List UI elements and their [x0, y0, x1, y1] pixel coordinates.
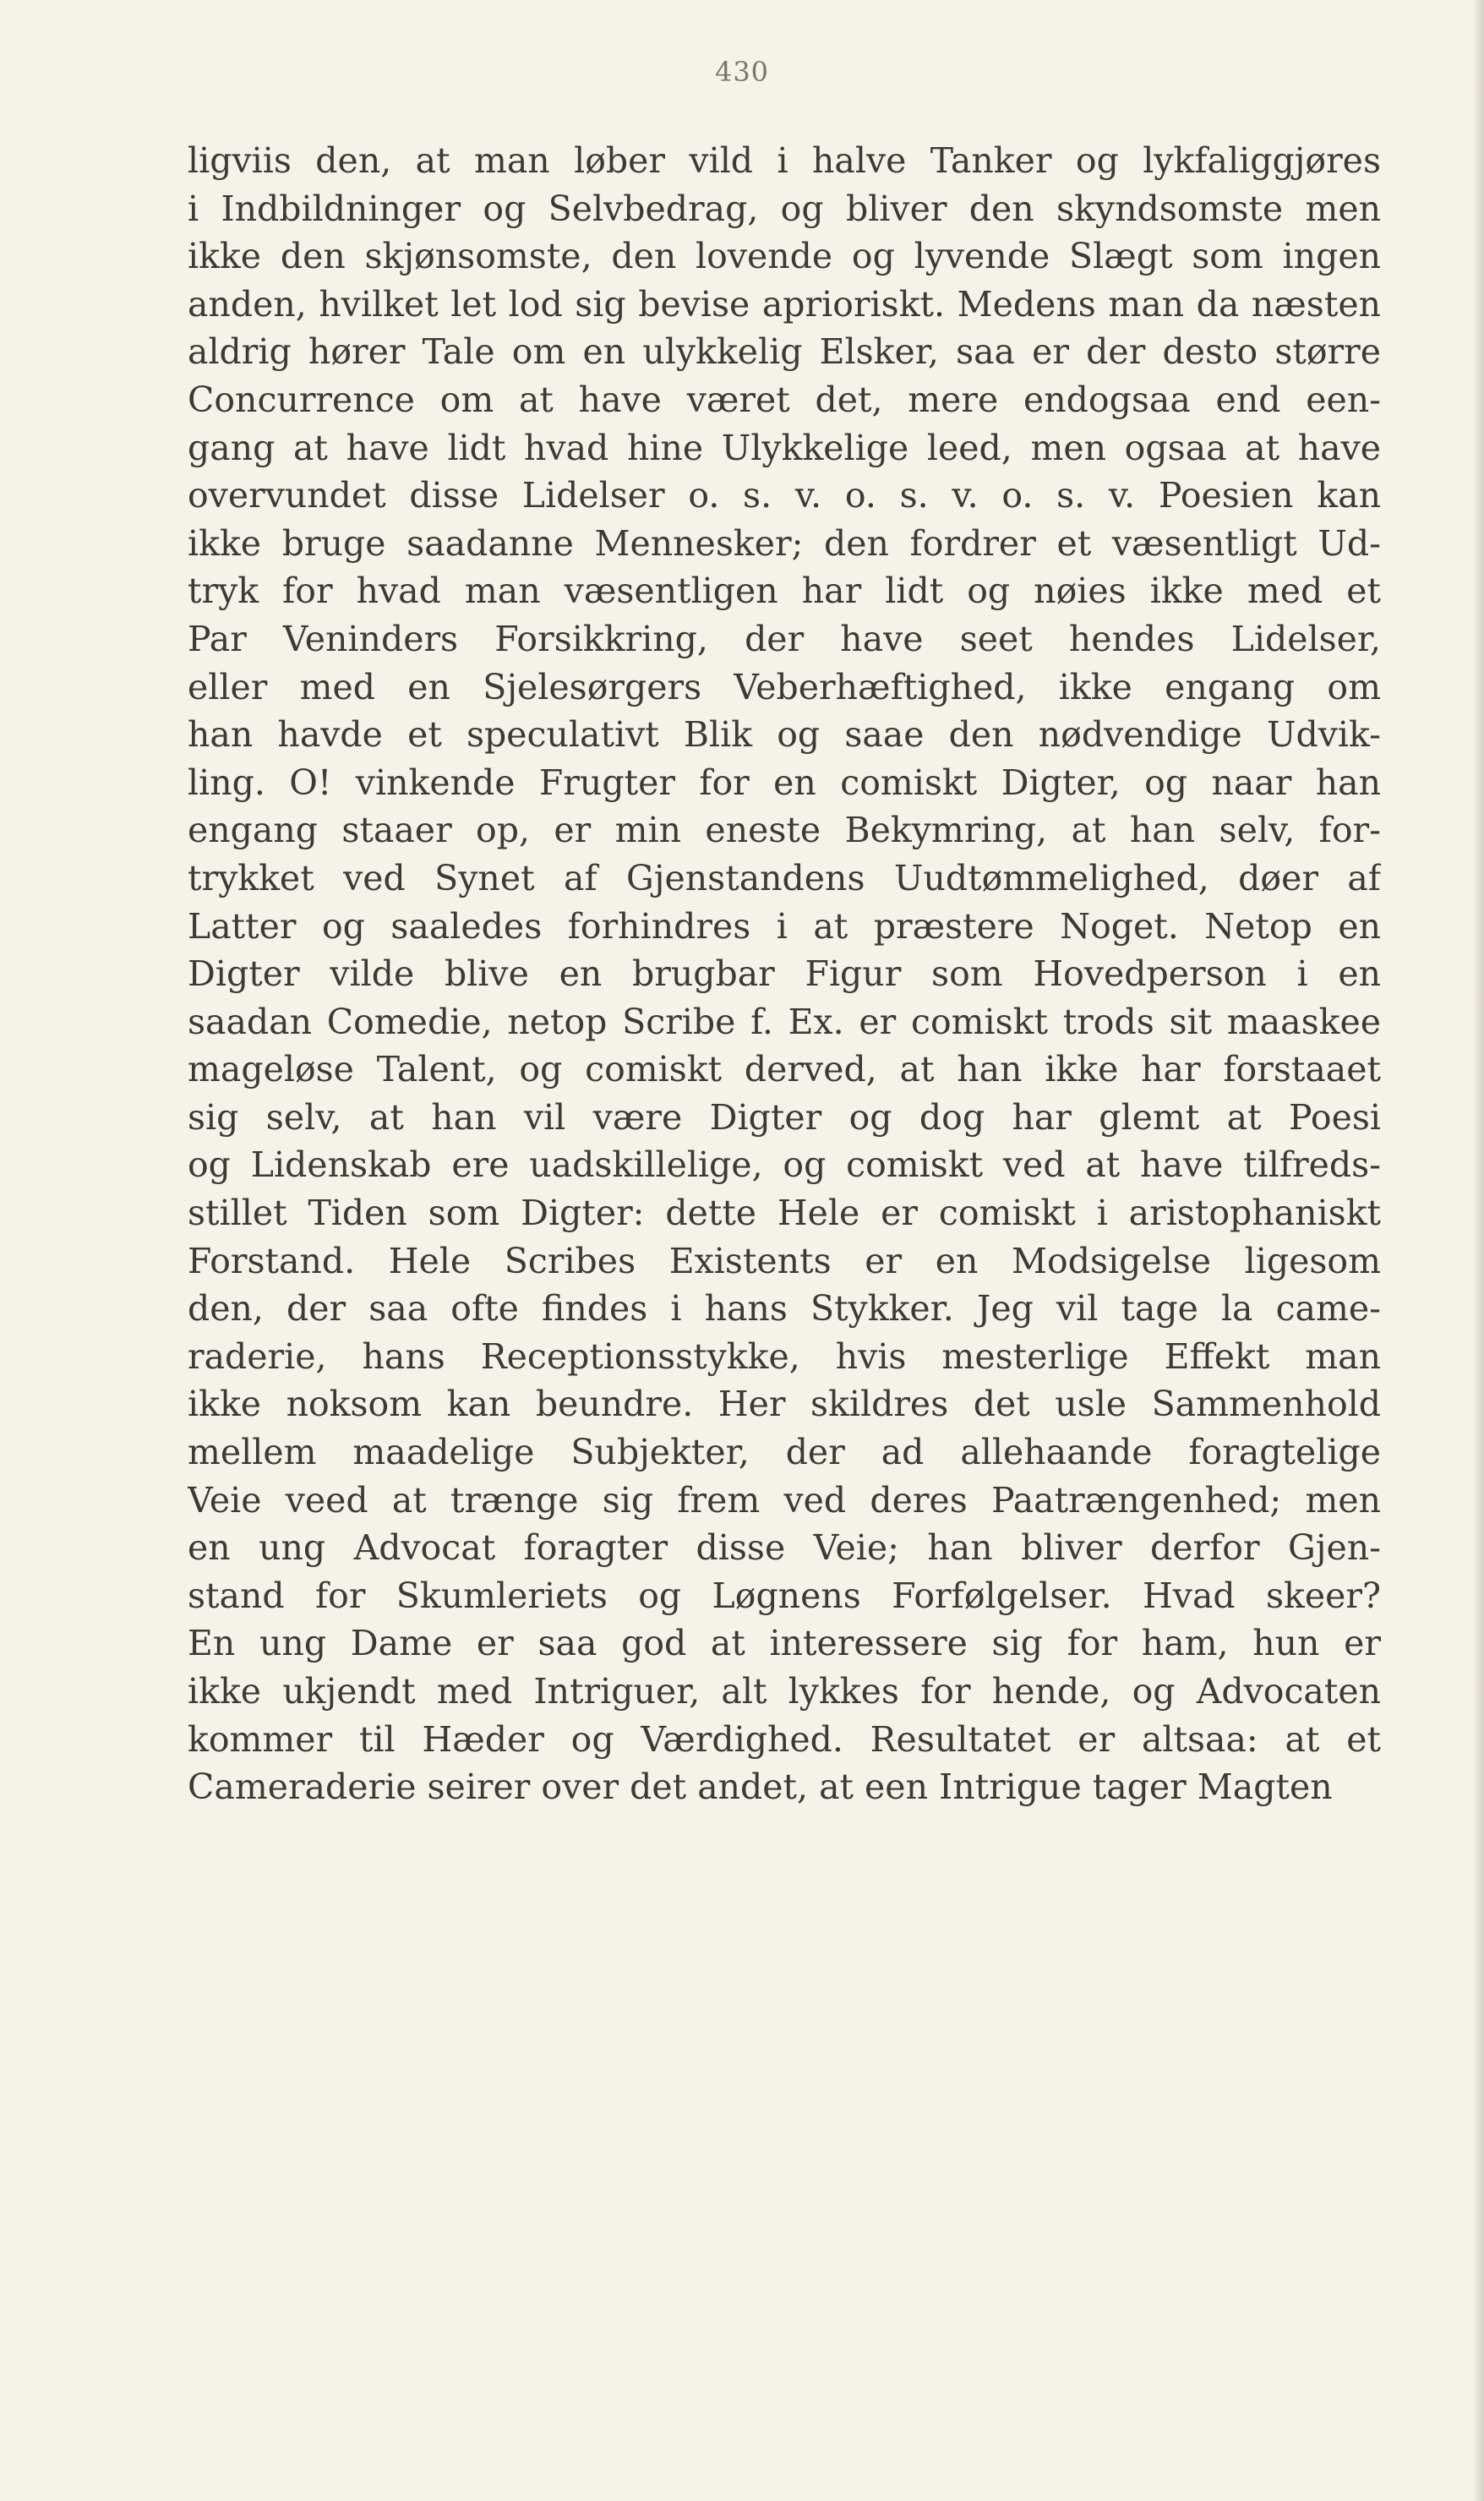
text-line: den, der saa ofte findes i hans Stykker. Jeg vil tage la came- [188, 1288, 1381, 1330]
text-line: Par Veninders Forsikkring, der have seet hendes Lidelser, [188, 618, 1381, 659]
text-line: raderie, hans Receptionsstykke, hvis mesterlige Effekt man [188, 1335, 1381, 1377]
text-line: Veie veed at trænge sig frem ved deres Paatrængenhed; men [188, 1479, 1381, 1521]
text-line: Latter og saaledes forhindres i at præstere Noget. Netop en [188, 905, 1381, 947]
text-line: mageløse Talent, og comiskt derved, at han ikke har forstaaet [188, 1049, 1381, 1090]
text-line: ikke bruge saadanne Mennesker; den fordrer et væsentligt Ud- [188, 522, 1381, 564]
text-line: anden, hvilket let lod sig bevise aprioriskt. Medens man da næsten [188, 283, 1381, 325]
text-line: stand for Skumleriets og Løgnens Forfølgelser. Hvad skeer? [188, 1575, 1381, 1616]
text-line: ikke den skjønsomste, den lovende og lyvende Slægt som ingen [188, 236, 1381, 277]
text-line: En ung Dame er saa god at interessere sig for ham, hun er [188, 1623, 1381, 1664]
text-line: trykket ved Synet af Gjenstandens Uudtømmelighed, døer af [188, 857, 1381, 898]
text-line: stillet Tiden som Digter: dette Hele er comiskt i aristophaniskt [188, 1193, 1381, 1234]
text-line: sig selv, at han vil være Digter og dog har glemt at Poesi [188, 1096, 1381, 1138]
text-line: ling. O! vinkende Frugter for en comiskt Digter, og naar han [188, 762, 1381, 803]
text-line: en ung Advocat foragter disse Veie; han bliver derfor Gjen- [188, 1527, 1381, 1569]
body-text [188, 137, 1381, 1811]
text-line: mellem maadelige Subjekter, der ad allehaande foragtelige [188, 1432, 1381, 1473]
text-line: Forstand. Hele Scribes Existents er en Modsigelse ligesom [188, 1240, 1381, 1281]
text-line: Digter vilde blive en brugbar Figur som Hovedperson i en [188, 953, 1381, 995]
text-line: eller med en Sjelesørgers Veberhæftighed, ikke engang om [188, 666, 1381, 707]
text-line: kommer til Hæder og Værdighed. Resultatet er altsaa: at et [188, 1718, 1381, 1760]
text-line: i Indbildninger og Selvbedrag, og bliver den skyndsomste men [188, 188, 1381, 229]
text-line: aldrig hører Tale om en ulykkelig Elsker, saa er der desto større [188, 331, 1381, 373]
text-line: ligviis den, at man løber vild i halve Tanker og lykfaliggjøres [188, 140, 1381, 181]
text-line: og Lidenskab ere uadskillelige, og comiskt ved at have tilfreds- [188, 1144, 1381, 1186]
page-edge-shadow [1472, 0, 1484, 2501]
text-line: saadan Comedie, netop Scribe f. Ex. er comiskt trods sit maaskee [188, 1001, 1381, 1042]
text-line: gang at have lidt hvad hine Ulykkelige leed, men ogsaa at have [188, 427, 1381, 468]
page-number: 430 [714, 56, 770, 88]
text-line: ikke noksom kan beundre. Her skildres det usle Sammenhold [188, 1384, 1381, 1425]
text-line: engang staaer op, er min eneste Bekymring, at han selv, for- [188, 810, 1381, 851]
text-line: han havde et speculativt Blik og saae den nødvendige Udvik- [188, 714, 1381, 756]
text-line: tryk for hvad man væsentligen har lidt og nøies ikke med et [188, 571, 1381, 612]
text-line: Concurrence om at have været det, mere endogsaa end een- [188, 379, 1381, 420]
text-line: overvundet disse Lidelser o. s. v. o. s. v. o. s. v. Poesien kan [188, 475, 1381, 516]
text-line: Cameraderie seirer over det andet, at een Intrigue tager Magten [188, 1767, 1333, 1808]
text-line: ikke ukjendt med Intriguer, alt lykkes for hende, og Advocaten [188, 1671, 1381, 1712]
